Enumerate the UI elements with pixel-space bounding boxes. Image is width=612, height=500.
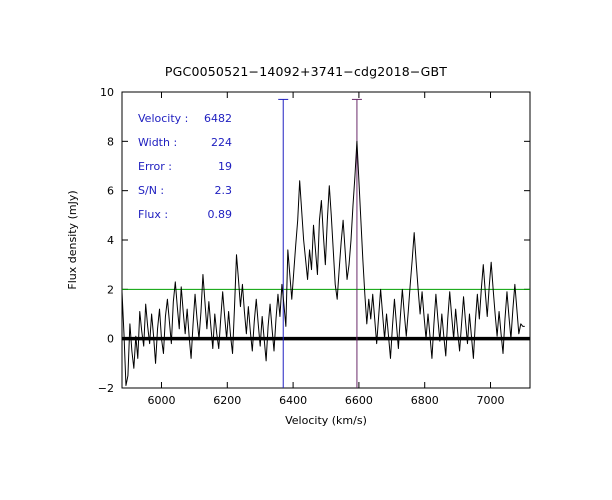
x-axis-label: Velocity (km/s) <box>285 414 367 427</box>
y-tick-label: 8 <box>107 135 114 149</box>
annotation-label: Flux : <box>138 208 169 221</box>
spectrum-line <box>122 141 525 385</box>
annotation-label: Width : <box>138 136 178 149</box>
chart-title: PGC0050521−14092+3741−cdg2018−GBT <box>164 64 448 79</box>
x-tick-label: 6200 <box>213 394 242 407</box>
y-tick-label: 10 <box>100 86 114 99</box>
y-tick-label: 2 <box>107 283 114 297</box>
annotation-value: 0.89 <box>207 208 232 221</box>
y-tick-label: 6 <box>107 184 114 198</box>
y-tick-label: 0 <box>107 332 114 346</box>
annotation-value: 6482 <box>204 112 232 125</box>
x-tick-label: 7000 <box>476 394 505 407</box>
y-axis-label: Flux density (mJy) <box>66 190 79 290</box>
x-tick-label: 6400 <box>279 394 308 407</box>
annotation-value: 224 <box>211 136 232 149</box>
annotation-value: 2.3 <box>214 184 232 197</box>
annotation-value: 19 <box>218 160 232 173</box>
y-tick-label: 4 <box>107 234 114 247</box>
annotation-label: Error : <box>138 160 173 173</box>
x-tick-label: 6600 <box>344 394 373 407</box>
annotation-label: S/N : <box>138 184 165 197</box>
x-tick-label: 6000 <box>147 394 176 407</box>
y-tick-label: −2 <box>97 382 114 395</box>
x-tick-label: 6800 <box>410 394 439 407</box>
annotation-label: Velocity : <box>138 112 189 125</box>
